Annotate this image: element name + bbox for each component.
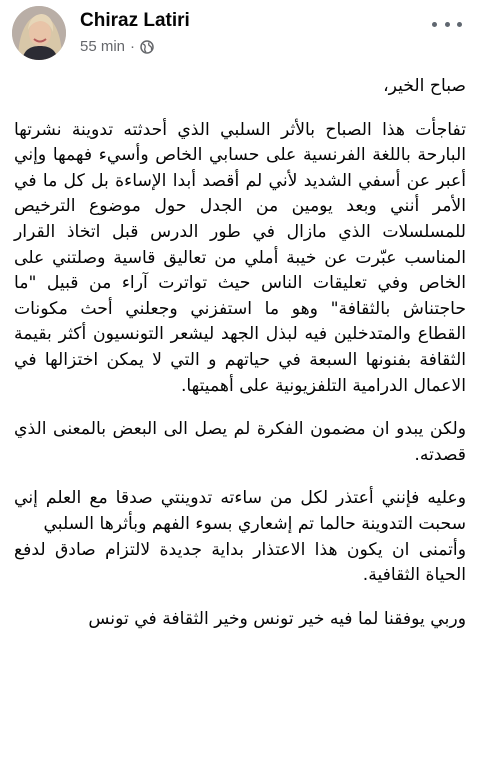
globe-icon[interactable] (140, 40, 154, 54)
post-paragraph-4: وربي يوفقنا لما فيه خير تونس وخير الثقافة في تونس (88, 608, 466, 629)
post-paragraph-1: تفاجأت هذا الصباح بالأثر السلبي الذي أحدثته تدوينة نشرتها البارحة باللغة الفرنسية على حسابي الخاص وأسيء فهمها وإني أعبر عن أسفي الشديد لأني لم أقصد أبدا الإساءة بل كل ما في الأمر أنني وبعد يومين من الجدل حول موضوع الترخيص للمسلسلات الذي مازال في طور الدرس قبل اتخاذ القرار المناسب عبّرت عن خيبة أملي من تعاليق قاسية وصلتني على الخاص وفي تعليقات الناس حيث تواترت آراء من قبيل "ما حاجتناش بالثقافة" وهو ما استفزني وجعلني أحث مكونات القطاع والمتدخلين فيه لبذل الجهد ليشعر التونسيون أكثر بقيمة الثقافة بفنونها السبعة في حياتهم و التي لا يمكن اختزالها في الاعمال الدرامية التلفزيونية على أهميتها. (14, 119, 466, 396)
post-paragraph-3b: وأتمنى ان يكون هذا الاعتذار بداية جديدة لالتزام صادق لدفع الحياة الثقافية. (14, 539, 466, 586)
post-body (14, 74, 466, 632)
more-dot (445, 22, 450, 27)
more-dot (457, 22, 462, 27)
post-paragraph-3a: وعليه فإنني أعتذر لكل من ساءته تدوينتي صدقا مع العلم إني سحبت التدوينة حالما تم إشعاري بسوء الفهم وبأثرها السلبي (14, 488, 466, 534)
more-dot (432, 22, 437, 27)
post-time[interactable]: 55 min (80, 38, 126, 55)
more-options-icon[interactable] (432, 14, 462, 34)
paragraph-gap (14, 468, 466, 486)
avatar-photo (12, 6, 66, 60)
meta-separator: · (130, 38, 136, 55)
avatar[interactable] (12, 6, 66, 60)
post-meta (80, 38, 154, 55)
paragraph-gap (14, 399, 466, 417)
post-paragraph-2: ولكن يبدو ان مضمون الفكرة لم يصل الى البعض بالمعنى الذي قصدته. (14, 419, 466, 465)
post-header (0, 0, 480, 66)
author-name[interactable]: Chiraz Latiri (80, 10, 190, 31)
post-greeting: صباح الخير، (383, 76, 466, 96)
paragraph-gap (14, 589, 466, 607)
